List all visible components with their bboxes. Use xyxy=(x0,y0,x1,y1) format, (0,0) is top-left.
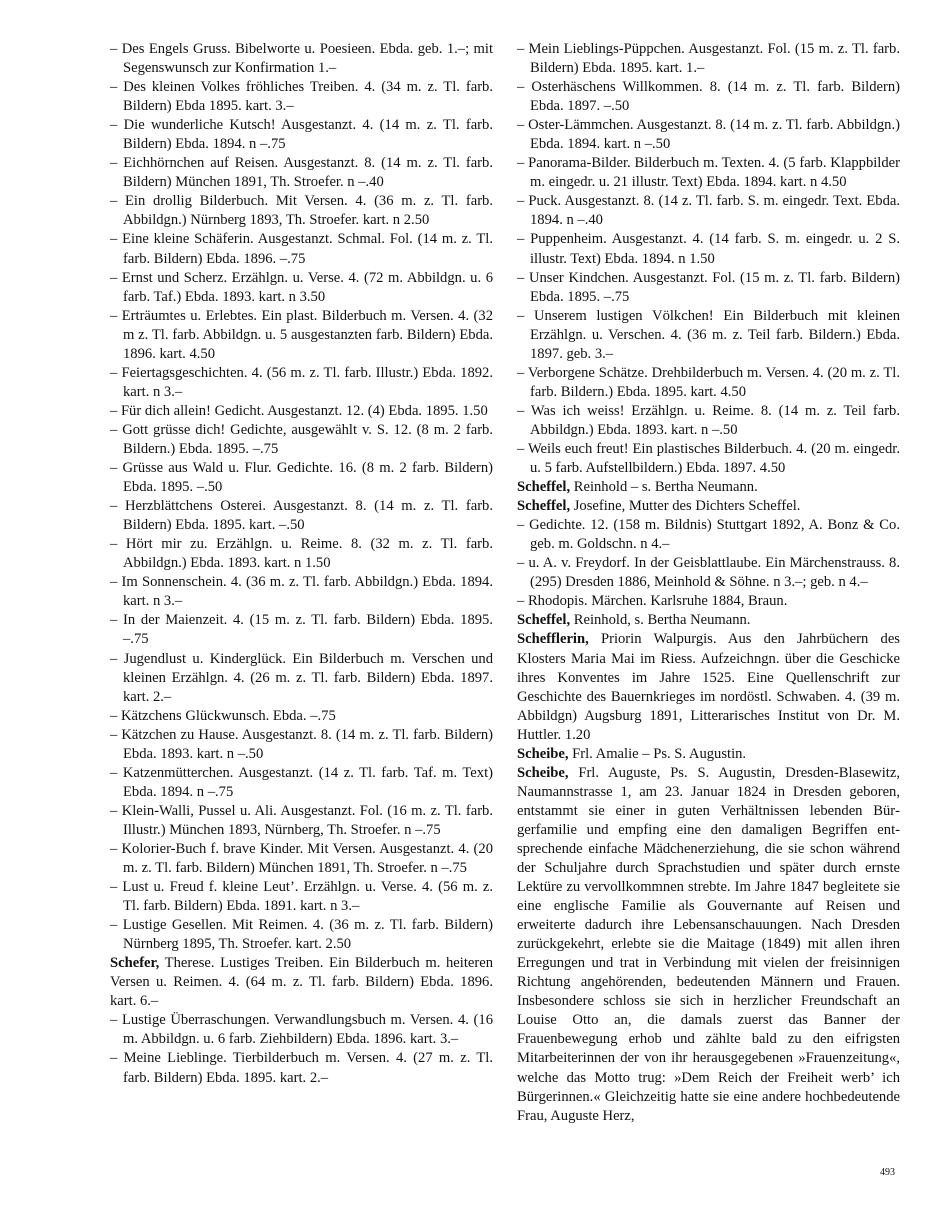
work-entry: – Herzblättchens Osterei. Ausgestanzt. 8. (14 m. z. Tl. farb. Bildern) Ebda. 1895. kart. –.50 xyxy=(110,498,493,534)
work-entry: – Was ich weiss! Erzählgn. u. Reime. 8. (14 m. z. Teil farb. Abbildgn.) Ebda. 1893. kart. n –.50 xyxy=(517,402,900,438)
work-entry: – Eichhörnchen auf Reisen. Ausgestanzt. 8. (14 m. z. Tl. farb. Bildern) München 1891, Th. Stroefer. n –.40 xyxy=(110,155,493,191)
work-entry: – Gott grüsse dich! Gedichte, ausgewählt v. S. 12. (8 m. 2 farb. Bildern.) Ebda. 1895. –.75 xyxy=(110,421,493,457)
entry-text: Reinhold, s. Bertha Neumann. xyxy=(570,612,751,629)
author-name: Scheibe, xyxy=(517,764,569,781)
work-entry: – Jugendlust u. Kinderglück. Ein Bilderbuch m. Verschen und kleinen Erzählgn. 4. (26 m. z. Tl. farb. Bildern) Ebda. 1897. kart. 2.– xyxy=(110,650,493,705)
work-entry: – Gedichte. 12. (158 m. Bildnis) Stuttgart 1892, A. Bonz & Co. geb. m. Goldschn. n 4.– xyxy=(517,517,900,553)
work-entry: – Puck. Ausgestanzt. 8. (14 z. Tl. farb. S. m. eingedr. Text. Ebda. 1894. n –.40 xyxy=(517,193,900,229)
author-entry xyxy=(517,478,900,497)
entry-text: Therese. Lustiges Treiben. Ein Bilderbuch m. heiteren Versen u. Reimen. 4. (64 m. z. Tl. farb. Bildern) Ebda. 1896. kart. 6.– xyxy=(110,955,493,1010)
entry-text: Josefine, Mutter des Dichters Scheffel. xyxy=(570,498,801,515)
author-entry xyxy=(517,630,900,744)
work-entry: – Klein-Walli, Pussel u. Ali. Ausgestanzt. Fol. (16 m. z. Tl. farb. Illustr.) München 1893, Nürnberg, Th. Stroefer. n –.75 xyxy=(110,802,493,838)
work-entry: – u. A. v. Freydorf. In der Geisblattlaube. Ein Märchenstrauss. 8. (295) Dresden 1886, Meinhold & Söhne. n 3.–; geb. n 4.– xyxy=(517,555,900,591)
work-entry: – Mein Lieblings-Püppchen. Ausgestanzt. Fol. (15 m. z. Tl. farb. Bildern) Ebda. 1895. kart. 1.– xyxy=(517,41,900,77)
work-entry: – Lustige Gesellen. Mit Reimen. 4. (36 m. z. Tl. farb. Bildern) Nürnberg 1895, Th. Stroefer. kart. 2.50 xyxy=(110,917,493,953)
work-entry: – Kätzchen zu Hause. Ausgestanzt. 8. (14 m. z. Tl. farb. Bildern) Ebda. 1893. kart. n –.50 xyxy=(110,726,493,762)
entry-text: Frl. Auguste, Ps. S. Augustin, Dresden-Blasewitz, Naumannstrasse 1, am 23. Januar 1824 in Dresden geboren, entstammt sie einer in guten Verhältnissen lebenden Bürgerfamilie und empfing eine den damaligen Begriffen entsprechende einfache Mädchenerziehung, die sie schon während der Schuljahre durch Sprachstudien und später durch ernste Lektüre zu vervollkommnen strebte. Im Jahre 1847 begleitete sie eine englische Familie als Gouvernante auf Reisen und erweiterte dadurch ihre Lebensanschauungen. Nach Dresden zurückgekehrt, erlebte sie die Maitage (1849) mit allen ihren Erregungen und trat in Verbindung mit vielen der freisinnigen Richtung angehörenden, bedeutenden Männern und Frauen. Insbesondere schloss sie sich in herzlicher Freundschaft an Louise Otto an, die damals zuerst das Banner der Frauenbewegung erhob und zählte bald zu den eifrigsten Mitarbeiterinnen der von ihr herausgegebenen »Frauenzeitung«, welche das Motto trug: »Dem Reich der Freiheit werb’ ich Bürgerinnen.« Gleichzeitig hatte sie eine andere hochbedeutende Frau, Auguste Herz, xyxy=(517,764,900,1124)
work-entry: – Rhodopis. Märchen. Karlsruhe 1884, Braun. xyxy=(517,593,788,610)
work-entry: – Oster-Lämmchen. Ausgestanzt. 8. (14 m. z. Tl. farb. Abbildgn.) Ebda. 1894. kart. n –.50 xyxy=(517,117,900,153)
work-entry: – Eine kleine Schäferin. Ausgestanzt. Schmal. Fol. (14 m. z. Tl. farb. Bildern) Ebda. 1896. –.75 xyxy=(110,231,493,267)
entry-text: Reinhold – s. Bertha Neumann. xyxy=(570,479,758,496)
author-entry xyxy=(517,764,900,1126)
author-entry xyxy=(110,954,493,1011)
author-entry xyxy=(517,611,900,630)
work-entry: – In der Maienzeit. 4. (15 m. z. Tl. farb. Bildern) Ebda. 1895. –.75 xyxy=(110,612,493,648)
work-entry: – Kolorier-Buch f. brave Kinder. Mit Versen. Ausgestanzt. 4. (20 m. z. Tl. farb. Bildern) München 1891, Th. Stroefer. n –.75 xyxy=(110,840,493,877)
work-entry: – Des Engels Gruss. Bibelworte u. Poesieen. Ebda. geb. 1.–; mit Segenswunsch zur Konfirmation 1.– xyxy=(110,41,493,77)
work-entry: – Die wunderliche Kutsch! Ausgestanzt. 4. (14 m. z. Tl. farb. Bildern) Ebda. 1894. n –.75 xyxy=(110,117,493,153)
left-column xyxy=(110,40,493,1088)
author-name: Scheffel, xyxy=(517,612,571,629)
work-entry: – Lust u. Freud f. kleine Leut’. Erzählgn. u. Verse. 4. (56 m. z. Tl. farb. Bildern) Ebda. 1891. kart. n 3.– xyxy=(110,879,493,915)
author-name: Schefflerin, xyxy=(517,631,589,648)
work-entry: – Panorama-Bilder. Bilderbuch m. Texten. 4. (5 farb. Klappbilder m. eingedr. u. 21 illustr. Text) Ebda. 1894. kart. n 4.50 xyxy=(517,155,900,191)
work-entry: – Des kleinen Volkes fröhliches Treiben. 4. (34 m. z. Tl. farb. Bildern) Ebda 1895. kart. 3.– xyxy=(110,79,493,115)
author-name: Scheffel, xyxy=(517,498,571,515)
work-entry: – Ein drollig Bilderbuch. Mit Versen. 4. (36 m. z. Tl. farb. Abbildgn.) Nürnberg 1893, Th. Stroefer. kart. n 2.50 xyxy=(110,193,493,229)
work-entry: – Im Sonnenschein. 4. (36 m. z. Tl. farb. Abbildgn.) Ebda. 1894. kart. n 3.– xyxy=(110,574,493,610)
work-entry: – Weils euch freut! Ein plastisches Bilderbuch. 4. (20 m. eingedr. u. 5 farb. Aufstellbildern.) Ebda. 1897. 4.50 xyxy=(517,440,900,477)
work-entry: – Grüsse aus Wald u. Flur. Gedichte. 16. (8 m. 2 farb. Bildern) Ebda. 1895. –.50 xyxy=(110,460,493,496)
work-entry: – Katzenmütterchen. Ausgestanzt. (14 z. Tl. farb. Taf. m. Text) Ebda. 1894. n –.75 xyxy=(110,764,493,800)
entry-text: Frl. Amalie – Ps. S. Augustin. xyxy=(568,745,747,762)
page-number: 493 xyxy=(880,1167,895,1178)
work-entry: – Hört mir zu. Erzählgn. u. Reime. 8. (32 m. z. Tl. farb. Abbildgn.) Ebda. 1893. kart. n 1.50 xyxy=(110,536,493,572)
author-name: Scheffel, xyxy=(517,479,571,496)
work-entry: – Kätzchens Glückwunsch. Ebda. –.75 xyxy=(110,707,336,724)
work-entry: – Erträumtes u. Erlebtes. Ein plast. Bilderbuch m. Versen. 4. (32 m z. Tl. farb. Abbildgn. u. 5 ausgestanzten farb. Bildern) Ebda. 1896. kart. 4.50 xyxy=(110,307,493,362)
work-entry: – Unser Kindchen. Ausgestanzt. Fol. (15 m. z. Tl. farb. Bildern) Ebda. 1895. –.75 xyxy=(517,269,900,305)
author-name: Schefer, xyxy=(110,955,160,972)
author-name: Scheibe, xyxy=(517,745,569,762)
right-column xyxy=(517,40,900,1126)
work-entry: – Puppenheim. Ausgestanzt. 4. (14 farb. S. m. eingedr. u. 2 S. illustr. Text) Ebda. 1894. n 1.50 xyxy=(517,231,900,267)
work-entry: – Feiertagsgeschichten. 4. (56 m. z. Tl. farb. Illustr.) Ebda. 1892. kart. n 3.– xyxy=(110,364,493,400)
work-entry: – Ernst und Scherz. Erzählgn. u. Verse. 4. (72 m. Abbildgn. u. 6 farb. Taf.) Ebda. 1893. kart. n 3.50 xyxy=(110,269,493,305)
entry-text: Priorin Walpurgis. Aus den Jahrbüchern des Klosters Maria Mai im Riess. Aufzeichngn. über die Geschicke ihres Konventes im Jahre 1525. Eine Quellenschrift zur Geschichte des Bauernkrieges im nordöstl. Schwaben. 4. (39 m. Abbildgn) Augsburg 1891, Litterarisches Institut von Dr. M. Huttler. 1.20 xyxy=(517,631,900,743)
author-entry xyxy=(517,497,900,516)
work-entry: – Osterhäschens Willkommen. 8. (14 m. z. Tl. farb. Bildern) Ebda. 1897. –.50 xyxy=(517,79,900,115)
work-entry: – Lustige Überraschungen. Verwandlungsbuch m. Versen. 4. (16 m. Abbildgn. u. 6 farb. Ziehbildern) Ebda. 1896. kart. 3.– xyxy=(110,1012,493,1048)
work-entry: – Meine Lieblinge. Tierbilderbuch m. Versen. 4. (27 m. z. Tl. farb. Bildern) Ebda. 1895. kart. 2.– xyxy=(110,1050,493,1086)
work-entry: – Für dich allein! Gedicht. Ausgestanzt. 12. (4) Ebda. 1895. 1.50 xyxy=(110,402,488,419)
work-entry: – Verborgene Schätze. Drehbilderbuch m. Versen. 4. (20 m. z. Tl. farb. Bildern.) Ebda. 1895. kart. 4.50 xyxy=(517,364,900,400)
author-entry xyxy=(517,745,900,764)
work-entry: – Unserem lustigen Völkchen! Ein Bilderbuch mit kleinen Erzählgn. u. Verschen. 4. (36 m. z. Teil farb. Bildern.) Ebda. 1897. geb. 3.– xyxy=(517,307,900,362)
